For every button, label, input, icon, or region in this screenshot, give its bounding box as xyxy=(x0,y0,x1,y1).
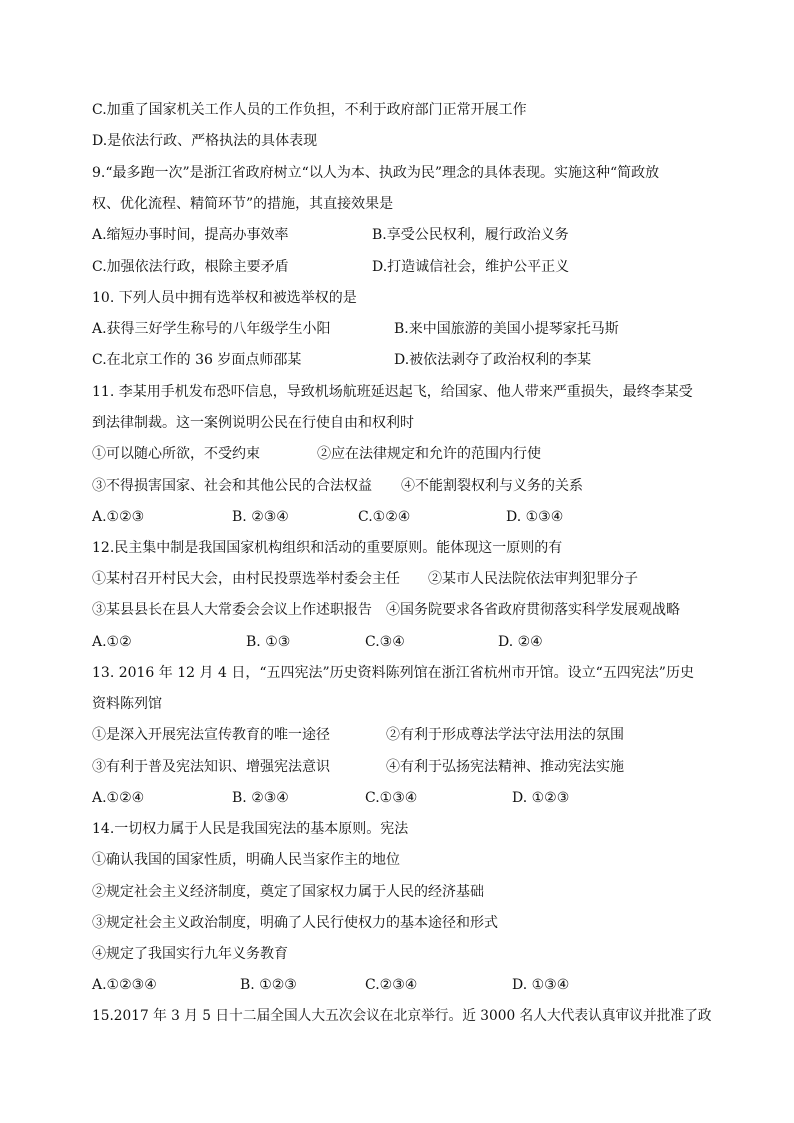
q14-statement-1: ①确认我国的国家性质，明确人民当家作主的地位 xyxy=(92,852,400,868)
q11-stem-line1: 11. 李某用手机发布恐吓信息，导致机场航班延迟起飞，给国家、他人带来严重损失，最终李某受 xyxy=(92,384,693,400)
q10-option-c: C.在北京工作的 36 岁面点师邵某 xyxy=(92,352,302,368)
q9-option-c: C.加强依法行政，根除主要矛盾 xyxy=(92,259,289,275)
q13-statement-4: ④有利于弘扬宪法精神、推动宪法实施 xyxy=(386,759,624,775)
q10-option-d: D.被依法剥夺了政治权利的李某 xyxy=(394,352,592,368)
q9-option-b: B.享受公民权利，履行政治义务 xyxy=(372,227,569,243)
q10-option-b: B.来中国旅游的美国小提琴家托马斯 xyxy=(394,321,619,337)
q13-stem-line1: 13. 2016 年 12 月 4 日，“五四宪法”历史资料陈列馆在浙江省杭州市开馆。设立“五四宪法”历史 xyxy=(92,665,694,681)
q13-statement-1: ①是深入开展宪法宣传教育的唯一途径 xyxy=(92,727,330,743)
q14-option-d: D. ①③④ xyxy=(512,977,570,993)
q10-stem: 10. 下列人员中拥有选举权和被选举权的是 xyxy=(92,290,357,306)
q11-option-b: B. ②③④ xyxy=(232,509,289,525)
q12-option-b: B. ①③ xyxy=(246,634,291,650)
q14-statement-2: ②规定社会主义经济制度，奠定了国家权力属于人民的经济基础 xyxy=(92,884,484,900)
q11-stem-line2: 到法律制裁。这一案例说明公民在行使自由和权利时 xyxy=(92,415,414,431)
q12-statement-3: ③某县县长在县人大常委会会议上作述职报告 xyxy=(92,602,372,618)
q14-option-c: C.②③④ xyxy=(365,977,418,993)
q9-stem-line1: 9.“最多跑一次”是浙江省政府树立“以人为本、执政为民”理念的具体表现。实施这种“简政放 xyxy=(92,165,660,181)
q9-stem-line2: 权、优化流程、精简环节”的措施，其直接效果是 xyxy=(92,196,394,212)
q12-stem: 12.民主集中制是我国国家机构组织和活动的重要原则。能体现这一原则的有 xyxy=(92,540,563,556)
q13-option-a: A.①②④ xyxy=(92,790,145,806)
q12-option-d: D. ②④ xyxy=(498,634,543,650)
q13-statement-3: ③有利于普及宪法知识、增强宪法意识 xyxy=(92,759,330,775)
q11-statement-2: ②应在法律规定和允许的范围内行使 xyxy=(317,446,541,462)
q9-option-a: A.缩短办事时间，提高办事效率 xyxy=(92,227,289,243)
q13-option-b: B. ②③④ xyxy=(232,790,289,806)
q13-option-c: C.①③④ xyxy=(365,790,418,806)
q12-option-a: A.①② xyxy=(92,634,132,650)
q11-statement-1: ①可以随心所欲，不受约束 xyxy=(92,446,260,462)
q11-statement-3: ③不得损害国家、社会和其他公民的合法权益 xyxy=(92,478,372,494)
q11-statement-4: ④不能割裂权利与义务的关系 xyxy=(401,478,583,494)
q14-stem: 14.一切权力属于人民是我国宪法的基本原则。宪法 xyxy=(92,821,409,837)
q15-stem-line1: 15.2017 年 3 月 5 日十二届全国人大五次会议在北京举行。近 3000 名人大代表认真审议并批准了政 xyxy=(92,1008,712,1024)
q11-option-a: A.①②③ xyxy=(92,509,145,525)
q12-statement-1: ①某村召开村民大会，由村民投票选举村委会主任 xyxy=(92,571,400,587)
q12-statement-2: ②某市人民法院依法审判犯罪分子 xyxy=(428,571,638,587)
q8-option-c: C.加重了国家机关工作人员的工作负担，不利于政府部门正常开展工作 xyxy=(92,102,527,118)
q8-option-d: D.是依法行政、严格执法的具体表现 xyxy=(92,133,318,149)
q10-option-a: A.获得三好学生称号的八年级学生小阳 xyxy=(92,321,331,337)
q14-statement-4: ④规定了我国实行九年义务教育 xyxy=(92,946,288,962)
q12-statement-4: ④国务院要求各省政府贯彻落实科学发展观战略 xyxy=(386,602,680,618)
q14-option-b: B. ①②③ xyxy=(240,977,297,993)
q14-option-a: A.①②③④ xyxy=(92,977,157,993)
q14-statement-3: ③规定社会主义政治制度，明确了人民行使权力的基本途径和形式 xyxy=(92,915,498,931)
q11-option-d: D. ①③④ xyxy=(506,509,564,525)
q13-statement-2: ②有利于形成尊法学法守法用法的氛围 xyxy=(386,727,624,743)
q13-stem-line2: 资料陈列馆 xyxy=(92,696,162,712)
q9-option-d: D.打造诚信社会，维护公平正义 xyxy=(372,259,570,275)
q13-option-d: D. ①②③ xyxy=(512,790,570,806)
q12-option-c: C.③④ xyxy=(365,634,405,650)
q11-option-c: C.①②④ xyxy=(358,509,411,525)
